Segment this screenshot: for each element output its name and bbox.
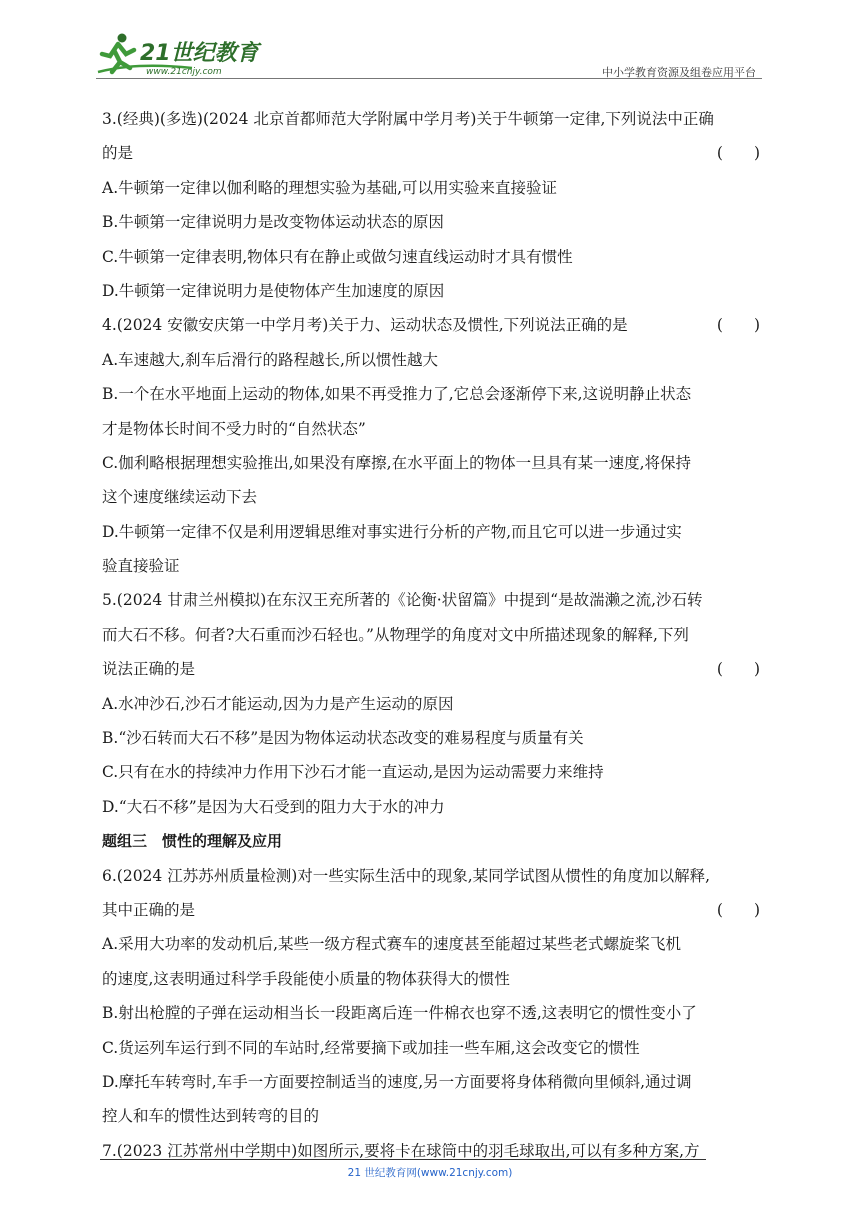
line-text: D.“大石不移”是因为大石受到的阻力大于水的冲力 <box>102 797 445 816</box>
text-line <box>102 618 762 652</box>
text-line <box>102 274 762 308</box>
text-line <box>102 377 762 411</box>
line-text: 5.(2024 甘肃兰州模拟)在东汉王充所著的《论衡·状留篇》中提到“是故湍濑之流,沙石转 <box>102 591 703 610</box>
text-line <box>102 721 762 755</box>
line-text: 的速度,这表明通过科学手段能使小质量的物体获得大的惯性 <box>102 969 510 988</box>
line-text: A.采用大功率的发动机后,某些一级方程式赛车的速度甚至能超过某些老式螺旋桨飞机 <box>102 935 682 954</box>
line-text: B.射出枪膛的子弹在运动相当长一段距离后连一件棉衣也穿不透,这表明它的惯性变小了 <box>102 1004 697 1023</box>
line-text: 的是 <box>102 144 134 163</box>
line-text: 而大石不移。何者?大石重而沙石轻也。”从物理学的角度对文中所描述现象的解释,下列 <box>102 625 689 644</box>
header-divider <box>96 78 762 79</box>
line-text: B.一个在水平地面上运动的物体,如果不再受推力了,它总会逐渐停下来,这说明静止状态 <box>102 385 692 404</box>
text-line <box>102 171 762 205</box>
text-line <box>102 583 762 617</box>
line-text: 题组三 惯性的理解及应用 <box>102 832 283 851</box>
line-text: D.摩托车转弯时,车手一方面要控制适当的速度,另一方面要将身体稍微向里倾斜,通过调 <box>102 1072 692 1091</box>
text-line <box>102 136 762 170</box>
line-text: 才是物体长时间不受力时的“自然状态” <box>102 419 366 438</box>
line-text: 7.(2023 江苏常州中学期中)如图所示,要将卡在球筒中的羽毛球取出,可以有多种方案,方 <box>102 1141 700 1160</box>
line-text: 说法正确的是 <box>102 660 196 679</box>
answer-blank: ( ) <box>716 900 760 919</box>
line-text: 控人和车的惯性达到转弯的目的 <box>102 1107 320 1126</box>
text-line <box>102 996 762 1030</box>
text-line <box>102 859 762 893</box>
text-line <box>102 1031 762 1065</box>
text-line <box>102 480 762 514</box>
runner-logo-icon <box>96 28 266 78</box>
line-text: C.牛顿第一定律表明,物体只有在静止或做匀速直线运动时才具有惯性 <box>102 247 573 266</box>
text-line <box>102 515 762 549</box>
text-line <box>102 549 762 583</box>
line-text: B.“沙石转而大石不移”是因为物体运动状态改变的难易程度与质量有关 <box>102 729 584 748</box>
line-text: 4.(2024 安徽安庆第一中学月考)关于力、运动状态及惯性,下列说法正确的是 <box>102 316 628 335</box>
text-line <box>102 343 762 377</box>
footer-link[interactable]: 21 世纪教育网(www.21cnjy.com) <box>347 1167 513 1179</box>
answer-blank: ( ) <box>716 316 760 335</box>
text-line <box>102 205 762 239</box>
svg-text:21世纪教育: 21世纪教育 <box>140 41 259 66</box>
answer-blank: ( ) <box>716 660 760 679</box>
platform-name: 中小学教育资源及组卷应用平台 <box>602 66 756 79</box>
text-line <box>102 927 762 961</box>
logo <box>96 28 266 78</box>
line-text: D.牛顿第一定律不仅是利用逻辑思维对事实进行分析的产物,而且它可以进一步通过实 <box>102 522 682 541</box>
text-line <box>102 893 762 927</box>
line-text: C.只有在水的持续冲力作用下沙石才能一直运动,是因为运动需要力来维持 <box>102 763 604 782</box>
line-text: B.牛顿第一定律说明力是改变物体运动状态的原因 <box>102 213 444 232</box>
line-text: A.车速越大,刹车后滑行的路程越长,所以惯性越大 <box>102 350 438 369</box>
line-text: C.货运列车运行到不同的车站时,经常要摘下或加挂一些车厢,这会改变它的惯性 <box>102 1038 640 1057</box>
text-line <box>102 652 762 686</box>
svg-text:www.21cnjy.com: www.21cnjy.com <box>146 67 222 77</box>
text-line <box>102 755 762 789</box>
text-line <box>102 240 762 274</box>
text-line <box>102 446 762 480</box>
line-text: C.伽利略根据理想实验推出,如果没有摩擦,在水平面上的物体一旦具有某一速度,将保持 <box>102 453 692 472</box>
line-text: 验直接验证 <box>102 557 180 576</box>
line-text: A.牛顿第一定律以伽利略的理想实验为基础,可以用实验来直接验证 <box>102 178 558 197</box>
text-line <box>102 308 762 342</box>
text-line <box>102 790 762 824</box>
line-text: D.牛顿第一定律说明力是使物体产生加速度的原因 <box>102 281 445 300</box>
page-header <box>96 28 762 80</box>
question-content <box>102 102 762 1168</box>
text-line <box>102 412 762 446</box>
line-text: A.水冲沙石,沙石才能运动,因为力是产生运动的原因 <box>102 694 454 713</box>
answer-blank: ( ) <box>716 144 760 163</box>
section-heading <box>102 824 762 858</box>
text-line <box>102 1134 762 1168</box>
line-text: 6.(2024 江苏苏州质量检测)对一些实际生活中的现象,某同学试图从惯性的角度加以解释, <box>102 866 711 885</box>
footer-divider <box>100 1159 706 1160</box>
text-line <box>102 962 762 996</box>
line-text: 3.(经典)(多选)(2024 北京首都师范大学附属中学月考)关于牛顿第一定律,下列说法中正确 <box>102 110 714 128</box>
text-line <box>102 102 762 136</box>
line-text: 这个速度继续运动下去 <box>102 488 258 507</box>
line-text: 其中正确的是 <box>102 900 196 919</box>
text-line <box>102 1099 762 1133</box>
text-line <box>102 687 762 721</box>
text-line <box>102 1065 762 1099</box>
